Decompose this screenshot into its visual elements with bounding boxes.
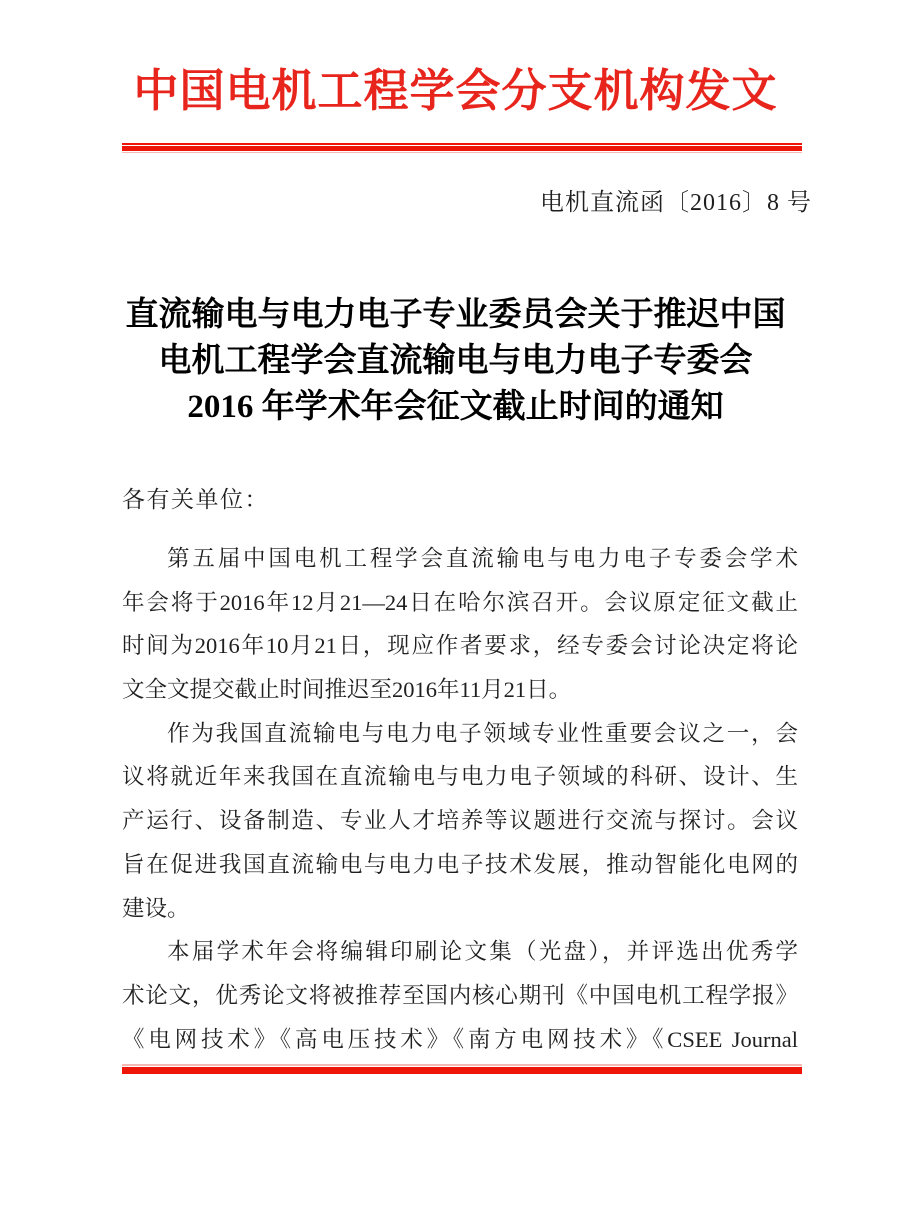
doc-number: 电机直流函〔2016〕8 号 [540, 190, 812, 216]
notice-title [60, 292, 851, 430]
body-line: 《电网技术》《高电压技术》《南方电网技术》《CSEE Journal [122, 1026, 798, 1052]
body-line: 术论文，优秀论文将被推荐至国内核心期刊《中国电机工程学报》 [122, 982, 798, 1008]
salutation: 各有关单位： [122, 487, 269, 512]
body-line: 第五届中国电机工程学会直流输电与电力电子专委会学术 [167, 546, 798, 571]
body-line: 议将就近年来我国在直流输电与电力电子领域的科研、设计、生 [122, 764, 798, 790]
body-text [122, 537, 798, 1061]
body-line: 年会将于2016年12月21—24日在哈尔滨召开。会议原定征文截止 [122, 589, 798, 615]
body-line: 时间为2016年10月21日，现应作者要求，经专委会讨论决定将论 [122, 633, 798, 659]
body-line: 文全文提交截止时间推迟至2016年11月21日。 [122, 677, 572, 703]
body-line: 旨在促进我国直流输电与电力电子技术发展，推动智能化电网的 [122, 851, 798, 877]
notice-title-line-1: 直流输电与电力电子专业委员会关于推迟中国 [125, 297, 786, 333]
body-line: 建设。 [122, 895, 190, 921]
body-line: 产运行、设备制造、专业人才培养等议题进行交流与探讨。会议 [122, 808, 798, 834]
notice-title-line-2: 电机工程学会直流输电与电力电子专委会 [158, 343, 753, 379]
org-header-title: 中国电机工程学会分支机构发文 [133, 66, 778, 116]
footer-rule [122, 1064, 802, 1074]
body-line: 本届学术年会将编辑印刷论文集（光盘），并评选出优秀学 [167, 939, 798, 965]
notice-title-line-3: 2016 年学术年会征文截止时间的通知 [187, 389, 724, 425]
body-line: 作为我国直流输电与电力电子领域专业性重要会议之一，会 [167, 720, 798, 746]
header-rule [122, 143, 802, 153]
